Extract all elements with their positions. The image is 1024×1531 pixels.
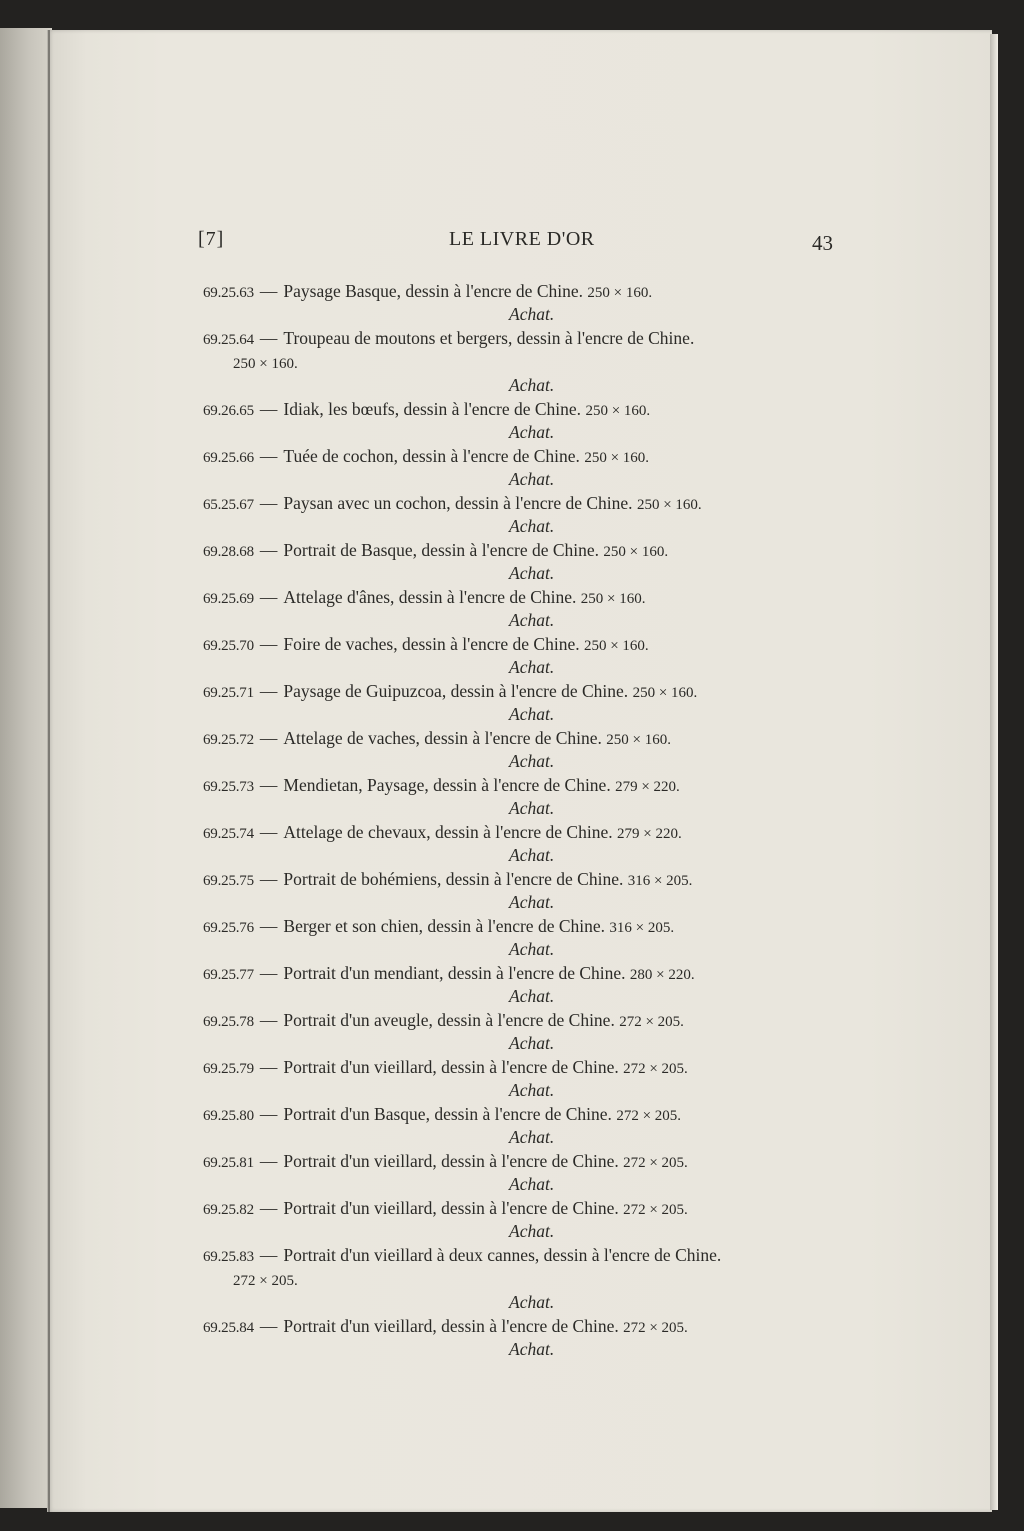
entry-dimensions: 272 × 205. xyxy=(623,1202,688,1218)
separator-dash: — xyxy=(259,1010,278,1030)
entry-dimensions: 250 × 160. xyxy=(587,285,653,301)
entry-dimensions: 272 × 205. xyxy=(623,1320,688,1336)
separator-dash: — xyxy=(259,869,278,889)
entry-line xyxy=(203,821,843,845)
entry-dimensions: 250 × 160. xyxy=(584,450,650,466)
entry-dimensions: 279 × 220. xyxy=(615,779,680,795)
entry-description: Attelage de chevaux, dessin à l'encre de Chine. xyxy=(283,822,613,842)
entry-description: Tuée de cochon, dessin à l'encre de Chine. xyxy=(283,446,580,466)
entry-line xyxy=(203,1150,843,1174)
entry-line xyxy=(203,727,843,751)
acquisition-note: Achat. xyxy=(509,892,555,912)
acquisition-note: Achat. xyxy=(509,610,555,630)
separator-dash: — xyxy=(259,1151,278,1171)
catalogue-entry xyxy=(203,1150,843,1194)
entry-description: Attelage de vaches, dessin à l'encre de Chine. xyxy=(283,728,602,748)
inventory-number: 69.25.81 xyxy=(203,1155,254,1171)
catalogue-entry xyxy=(203,915,843,959)
catalogue-entry xyxy=(203,492,843,536)
separator-dash: — xyxy=(259,634,278,654)
separator-dash: — xyxy=(259,963,278,983)
entry-line xyxy=(203,915,843,939)
catalogue-entry xyxy=(203,1244,843,1312)
acquisition-note: Achat. xyxy=(509,304,555,324)
inventory-number: 69.25.74 xyxy=(203,826,254,842)
entry-dimensions: 280 × 220. xyxy=(629,967,695,983)
catalogue-entry xyxy=(203,445,843,489)
entry-description: Portrait d'un vieillard, dessin à l'encre de Chine. xyxy=(283,1151,619,1171)
catalogue-entry xyxy=(203,1315,843,1359)
entry-description: Portrait d'un vieillard à deux cannes, dessin à l'encre de Chine. xyxy=(283,1245,722,1265)
acquisition-note: Achat. xyxy=(509,469,555,489)
section-marker: [7] xyxy=(198,228,225,250)
entry-line xyxy=(203,1009,843,1033)
page-edge-strip xyxy=(990,34,998,1510)
entry-dimensions: 250 × 160. xyxy=(233,356,298,372)
separator-dash: — xyxy=(259,1198,278,1218)
page-number: 43 xyxy=(812,231,833,255)
entry-dimensions: 272 × 205. xyxy=(623,1155,688,1171)
entry-line xyxy=(203,633,843,657)
separator-dash: — xyxy=(259,540,278,560)
catalogue-entry xyxy=(203,586,843,630)
catalogue-entry xyxy=(203,774,843,818)
entry-dimensions: 272 × 205. xyxy=(619,1014,684,1030)
separator-dash: — xyxy=(259,916,278,936)
acquisition-note: Achat. xyxy=(509,1127,555,1147)
entry-line xyxy=(203,774,843,798)
entry-description: Idiak, les bœufs, dessin à l'encre de Chine. xyxy=(283,399,582,419)
entry-line xyxy=(203,1056,843,1080)
inventory-number: 69.25.69 xyxy=(203,591,254,607)
entry-dimensions: 316 × 205. xyxy=(627,873,693,889)
inventory-number: 69.25.83 xyxy=(203,1249,254,1265)
catalogue-entry xyxy=(203,1103,843,1147)
catalogue-entry xyxy=(203,1009,843,1053)
entry-line xyxy=(203,1244,843,1268)
acquisition-note: Achat. xyxy=(509,1339,555,1359)
entry-description: Portrait d'un vieillard, dessin à l'encre de Chine. xyxy=(283,1057,619,1077)
inventory-number: 69.26.65 xyxy=(203,403,254,419)
acquisition-note: Achat. xyxy=(509,798,555,818)
entry-line xyxy=(203,680,843,704)
inventory-number: 69.28.68 xyxy=(203,544,254,560)
entry-dimensions: 272 × 205. xyxy=(233,1273,298,1289)
separator-dash: — xyxy=(259,328,278,348)
entry-dimensions: 250 × 160. xyxy=(603,544,669,560)
entry-line xyxy=(203,962,843,986)
separator-dash: — xyxy=(259,1316,278,1336)
inventory-number: 69.25.84 xyxy=(203,1320,254,1336)
acquisition-note: Achat. xyxy=(509,516,555,536)
entry-dimensions: 272 × 205. xyxy=(623,1061,688,1077)
entry-description: Paysage de Guipuzcoa, dessin à l'encre de Chine. xyxy=(283,681,629,701)
entry-description: Portrait d'un aveugle, dessin à l'encre de Chine. xyxy=(283,1010,615,1030)
entry-description: Portrait d'un Basque, dessin à l'encre de Chine. xyxy=(283,1104,612,1124)
acquisition-note: Achat. xyxy=(509,422,555,442)
acquisition-note: Achat. xyxy=(509,986,555,1006)
entry-line xyxy=(203,398,843,422)
separator-dash: — xyxy=(259,1104,278,1124)
catalogue-entry xyxy=(203,868,843,912)
separator-dash: — xyxy=(259,446,278,466)
entry-dimensions: 316 × 205. xyxy=(609,920,675,936)
inventory-number: 69.25.72 xyxy=(203,732,254,748)
separator-dash: — xyxy=(259,493,278,513)
entry-description: Mendietan, Paysage, dessin à l'encre de Chine. xyxy=(283,775,611,795)
inventory-number: 69.25.78 xyxy=(203,1014,254,1030)
catalogue-entry xyxy=(203,1197,843,1241)
acquisition-note: Achat. xyxy=(509,1292,555,1312)
separator-dash: — xyxy=(259,1057,278,1077)
catalogue-entries xyxy=(203,280,843,1362)
catalogue-entry xyxy=(203,680,843,724)
inventory-number: 69.25.66 xyxy=(203,450,254,466)
separator-dash: — xyxy=(259,281,278,301)
separator-dash: — xyxy=(259,399,278,419)
acquisition-note: Achat. xyxy=(509,375,555,395)
entry-dimensions: 250 × 160. xyxy=(583,638,649,654)
catalogue-entry xyxy=(203,962,843,1006)
inventory-number: 69.25.75 xyxy=(203,873,254,889)
catalogue-entry xyxy=(203,821,843,865)
catalogue-entry xyxy=(203,633,843,677)
catalogue-entry xyxy=(203,539,843,583)
entry-dimensions: 250 × 160. xyxy=(606,732,672,748)
gutter-shadow xyxy=(48,30,50,1512)
entry-dimensions: 250 × 160. xyxy=(632,685,698,701)
acquisition-note: Achat. xyxy=(509,704,555,724)
entry-dimensions: 250 × 160. xyxy=(580,591,646,607)
acquisition-note: Achat. xyxy=(509,563,555,583)
entry-description: Portrait d'un mendiant, dessin à l'encre de Chine. xyxy=(283,963,626,983)
entry-line xyxy=(203,1315,843,1339)
acquisition-note: Achat. xyxy=(509,845,555,865)
catalogue-entry xyxy=(203,1056,843,1100)
entry-description: Troupeau de moutons et bergers, dessin à l'encre de Chine. xyxy=(283,328,695,348)
entry-line xyxy=(203,327,843,351)
inventory-number: 69.25.63 xyxy=(203,285,254,301)
entry-description: Paysage Basque, dessin à l'encre de Chine. xyxy=(283,281,583,301)
separator-dash: — xyxy=(259,728,278,748)
inventory-number: 69.25.73 xyxy=(203,779,254,795)
catalogue-entry xyxy=(203,327,843,395)
entry-description: Portrait de bohémiens, dessin à l'encre de Chine. xyxy=(283,869,624,889)
separator-dash: — xyxy=(259,681,278,701)
catalogue-entry xyxy=(203,398,843,442)
acquisition-note: Achat. xyxy=(509,657,555,677)
acquisition-note: Achat. xyxy=(509,939,555,959)
entry-dimensions: 250 × 160. xyxy=(585,403,651,419)
acquisition-note: Achat. xyxy=(509,1033,555,1053)
entry-description: Foire de vaches, dessin à l'encre de Chine. xyxy=(283,634,580,654)
entry-dimensions: 272 × 205. xyxy=(616,1108,682,1124)
separator-dash: — xyxy=(259,1245,278,1265)
entry-description: Paysan avec un cochon, dessin à l'encre de Chine. xyxy=(283,493,633,513)
acquisition-note: Achat. xyxy=(509,1221,555,1241)
inventory-number: 69.25.82 xyxy=(203,1202,254,1218)
running-header xyxy=(47,228,992,258)
entry-line xyxy=(203,1103,843,1127)
acquisition-note: Achat. xyxy=(509,1080,555,1100)
separator-dash: — xyxy=(259,587,278,607)
entry-line xyxy=(203,280,843,304)
entry-description: Portrait d'un vieillard, dessin à l'encre de Chine. xyxy=(283,1198,619,1218)
inventory-number: 69.25.79 xyxy=(203,1061,254,1077)
inventory-number: 69.25.71 xyxy=(203,685,254,701)
inventory-number: 69.25.70 xyxy=(203,638,254,654)
entry-line xyxy=(203,1197,843,1221)
entry-description: Attelage d'ânes, dessin à l'encre de Chine. xyxy=(283,587,577,607)
running-title: LE LIVRE D'OR xyxy=(449,228,595,250)
inventory-number: 69.25.80 xyxy=(203,1108,254,1124)
separator-dash: — xyxy=(259,822,278,842)
entry-continuation xyxy=(203,1268,843,1292)
entry-line xyxy=(203,492,843,516)
book-page xyxy=(47,30,992,1512)
catalogue-entry xyxy=(203,727,843,771)
inventory-number: 69.25.64 xyxy=(203,332,254,348)
acquisition-note: Achat. xyxy=(509,751,555,771)
catalogue-entry xyxy=(203,280,843,324)
previous-page-edge xyxy=(0,28,52,1508)
entry-dimensions: 250 × 160. xyxy=(636,497,702,513)
entry-description: Portrait de Basque, dessin à l'encre de Chine. xyxy=(283,540,600,560)
entry-line xyxy=(203,445,843,469)
entry-dimensions: 279 × 220. xyxy=(616,826,682,842)
entry-description: Portrait d'un vieillard, dessin à l'encre de Chine. xyxy=(283,1316,619,1336)
entry-description: Berger et son chien, dessin à l'encre de Chine. xyxy=(283,916,606,936)
entry-line xyxy=(203,539,843,563)
inventory-number: 65.25.67 xyxy=(203,497,254,513)
entry-line xyxy=(203,586,843,610)
entry-continuation xyxy=(203,351,843,375)
entry-line xyxy=(203,868,843,892)
inventory-number: 69.25.77 xyxy=(203,967,254,983)
inventory-number: 69.25.76 xyxy=(203,920,254,936)
acquisition-note: Achat. xyxy=(509,1174,555,1194)
separator-dash: — xyxy=(259,775,278,795)
